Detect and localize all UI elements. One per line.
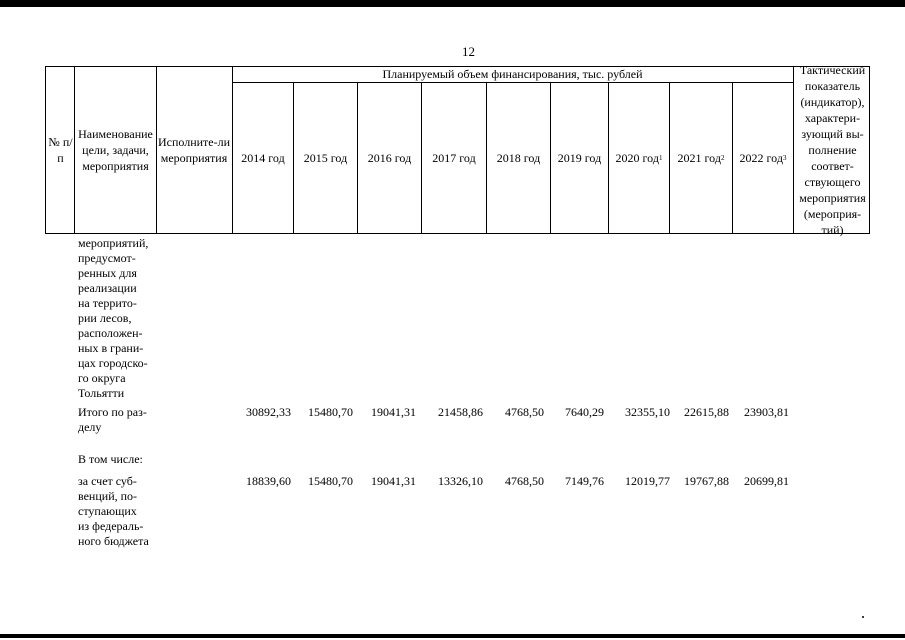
row-label-including [78,452,143,467]
value-cell: 13326,10 [438,474,483,488]
text-line: Тольятти [78,386,125,400]
value-cell: 23903,81 [744,405,789,419]
col-number-header: № п/п [48,135,73,165]
text-line: из федераль- [78,519,144,533]
value-cell: 19041,31 [371,474,416,488]
text-line: го округа [78,371,126,385]
year-header: 2015 год [303,151,348,165]
text-line: на террито- [78,296,137,310]
value-cell: 22615,88 [684,405,729,419]
text-line: ступающих [78,504,137,518]
scan-speck [862,616,864,618]
value-cell: 18839,60 [246,474,291,488]
text-line: реализации [78,281,137,295]
text-line: цах городско- [78,356,148,370]
text-line: расположен- [78,326,143,340]
table-header [45,63,870,237]
year-header: 2017 год [432,151,476,165]
value-cell: 19767,88 [684,474,729,488]
continuation-text [78,236,148,401]
bottom-border-bar [0,634,905,638]
text-line: Итого по раз- [78,405,147,419]
row-label-subventions [78,474,149,549]
year-header: 2014 год [241,151,285,165]
value-cell: 4768,50 [505,405,544,419]
text-line: за счет суб- [78,474,137,488]
col-indicator-header: Тактический показатель (индикатор), характери-зующий вы-полнение соответ-ствующего мероприятия (мероприя-тий) [799,63,866,237]
text-line: ного бюджета [78,534,149,548]
value-cell: 4768,50 [505,474,544,488]
year-header: 2016 год [367,151,412,165]
text-line: ных в грани- [78,341,144,355]
text-line: делу [78,420,102,434]
year-header: 2018 год [496,151,541,165]
row-label-total [78,405,147,435]
top-border-bar [0,0,905,7]
value-cell: 12019,77 [625,474,670,488]
financing-header: Планируемый объем финансирования, тыс. рублей [382,67,643,81]
text-line: рии лесов, [78,311,132,325]
col-executor-header: Исполните-ли мероприятия [157,135,231,165]
value-cell: 20699,81 [744,474,789,488]
value-cell: 15480,70 [308,405,353,419]
value-cell: 7149,76 [565,474,604,488]
text-line: ренных для [78,266,137,280]
page-number: 12 [462,44,475,59]
value-cell: 19041,31 [371,405,416,419]
col-name-header: Наименование цели, задачи, мероприятия [78,127,153,173]
year-header: 2022 год 3 [739,151,787,165]
text-line: венций, по- [78,489,138,503]
year-header: 2020 год 1 [615,151,663,165]
year-header: 2021 год 2 [677,151,725,165]
year-header: 2019 год [557,151,602,165]
text-line: мероприятий, [78,236,149,250]
value-cell: 30892,33 [246,405,291,419]
value-cell: 15480,70 [308,474,353,488]
value-cell: 21458,86 [438,405,483,419]
value-cell: 32355,10 [625,405,670,419]
header-divider [793,66,794,234]
text-line: В том числе: [78,452,143,466]
value-cell: 7640,29 [565,405,604,419]
text-line: предусмот- [78,251,136,265]
